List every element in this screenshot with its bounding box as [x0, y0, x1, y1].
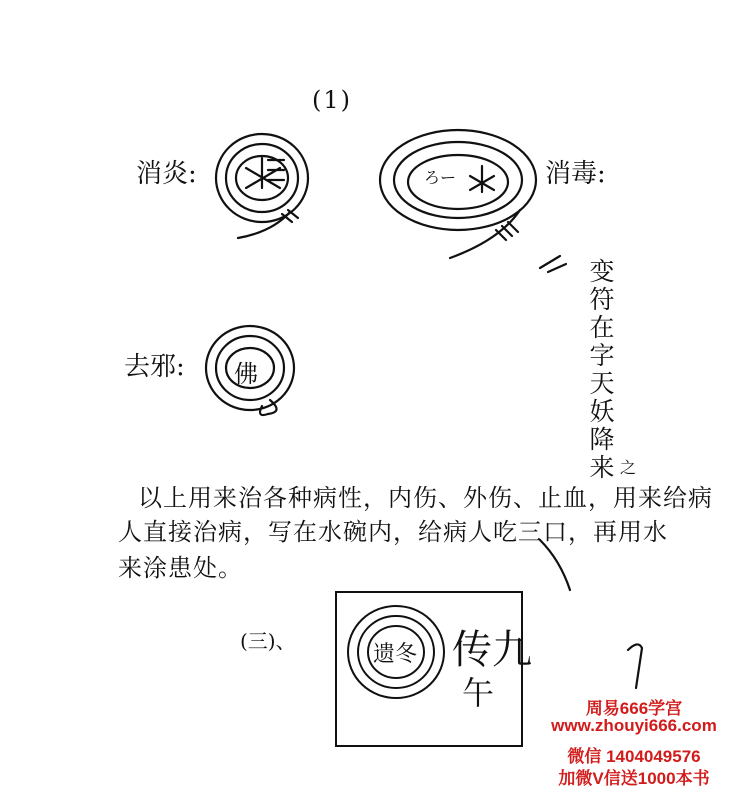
section-marker-2: (三)、: [240, 629, 296, 653]
box-side-text-2: 午: [462, 674, 495, 712]
watermark-line-1: 周易666学宫: [585, 699, 683, 718]
section-marker-1: (1): [312, 86, 352, 114]
stray-mark-2: [628, 644, 642, 688]
talisman-c-glyph: 佛: [234, 360, 258, 388]
talisman-b-spiral: [380, 130, 536, 258]
talisman-label-xiaoyan: 消炎:: [136, 159, 197, 189]
body-text-line-2: 人直接治病，写在水碗内，给病人吃三口，再用水: [118, 518, 668, 546]
vertical-note: 变符在字天妖降来: [586, 258, 615, 482]
talisman-b-glyph: ろー: [424, 168, 457, 187]
talisman-a-spiral: [216, 134, 308, 238]
talisman-box-glyph: 遗冬: [373, 642, 418, 667]
body-text-line-3: 来涂患处。: [118, 554, 243, 582]
vertical-note-tail: 之: [620, 458, 637, 477]
watermark-url: www.zhouyi666.com: [551, 716, 717, 735]
box-side-text: 传九: [452, 627, 532, 673]
stray-mark-3: [540, 540, 570, 590]
stray-mark-1: [540, 256, 566, 272]
talisman-label-xiaodu: 消毒:: [545, 159, 606, 189]
watermark-offer: 加微V信送1000本书: [558, 769, 710, 788]
body-text-line-1: 以上用来治各种病性，内伤、外伤、止血，用来给病: [138, 484, 713, 512]
watermark-wechat: 微信 1404049576: [567, 747, 701, 766]
talisman-label-quxie: 去邪:: [124, 352, 185, 382]
